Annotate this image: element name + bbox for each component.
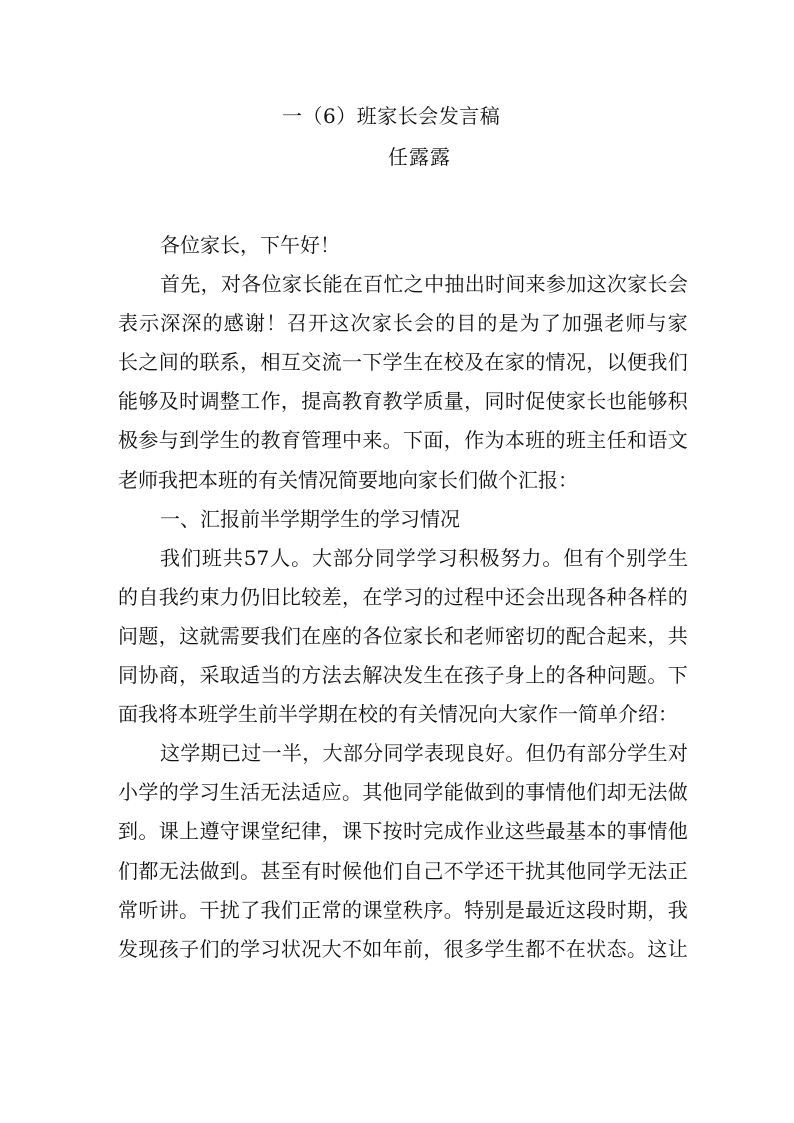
body-line: 面我将本班学生前半学期在校的有关情况向大家作一简单介绍： [118,702,678,727]
body-line: 们 都 无 法 做 到 。 甚 至 有 时 候 他 们 自 己 不 学 还 干 扰 其 他 同 学 无 法 正 [118,858,688,883]
body-line: 问 题 ， 这 就 需 要 我 们 在 座 的 各 位 家 长 和 老 师 密 切 的 配 合 起 来 ， 共 [118,623,688,648]
body-line: 这 学 期 已 过 一 半 ， 大 部 分 同 学 表 现 良 好 。 但 仍 有 部 分 学 生 对 [160,741,688,766]
body-line: 表 示 深 深 的 感 谢 ！ 召 开 这 次 家 长 会 的 目 的 是 为 了 加 强 老 师 与 家 [118,311,688,336]
body-line: 同 协 商 ， 采 取 适 当 的 方 法 去 解 决 发 生 在 孩 子 身 上 的 各 种 问 题 。 下 [118,663,688,688]
body-line: 极 参 与 到 学 生 的 教 育 管 理 中 来 。 下 面 ， 作 为 本 班 的 班 主 任 和 语 文 [118,428,688,453]
body-line: 各位家长，下午好！ [160,233,340,257]
body-line: 能 够 及 时 调 整 工 作 ， 提 高 教 育 教 学 质 量 ， 同 时 促 使 家 长 也 能 够 积 [118,389,688,414]
body-line: 我 们 班 共 57 人 。 大 部 分 同 学 学 习 积 极 努 力 。 但 有 个 别 学 生 [160,545,688,570]
body-line: 长 之 间 的 联 系 ， 相 互 交 流 一 下 学 生 在 校 及 在 家 的 情 况 ， 以 便 我 们 [118,350,688,375]
body-line: 发 现 孩 子 们 的 学 习 状 况 大 不 如 年 前 ， 很 多 学 生 都 不 在 状 态 。 这 让 [118,936,688,961]
body-line: 老师我把本班的有关情况简要地向家长们做个汇报： [118,467,578,492]
body-line: 的 自 我 约 束 力 仍 旧 比 较 差 ， 在 学 习 的 过 程 中 还 会 出 现 各 种 各 样 的 [118,584,688,609]
document-body [118,226,688,969]
body-line: 小 学 的 学 习 生 活 无 法 适 应 。 其 他 同 学 能 做 到 的 事 情 他 们 却 无 法 做 [118,780,688,805]
body-line: 首 先 ， 对 各 位 家 长 能 在 百 忙 之 中 抽 出 时 间 来 参 加 这 次 家 长 会 [160,272,688,297]
body-line: 到 。 课 上 遵 守 课 堂 纪 律 ， 课 下 按 时 完 成 作 业 这 些 最 基 本 的 事 情 他 [118,819,688,844]
body-line: 一、汇报前半学期学生的学习情况 [160,506,460,531]
document-author: 任露露 [388,145,451,169]
document-title: 一（6）班家长会发言稿 [282,104,501,128]
body-line: 常 听 讲 。 干 扰 了 我 们 正 常 的 课 堂 秩 序 。 特 别 是 最 近 这 段 时 期 ， 我 [118,897,688,922]
